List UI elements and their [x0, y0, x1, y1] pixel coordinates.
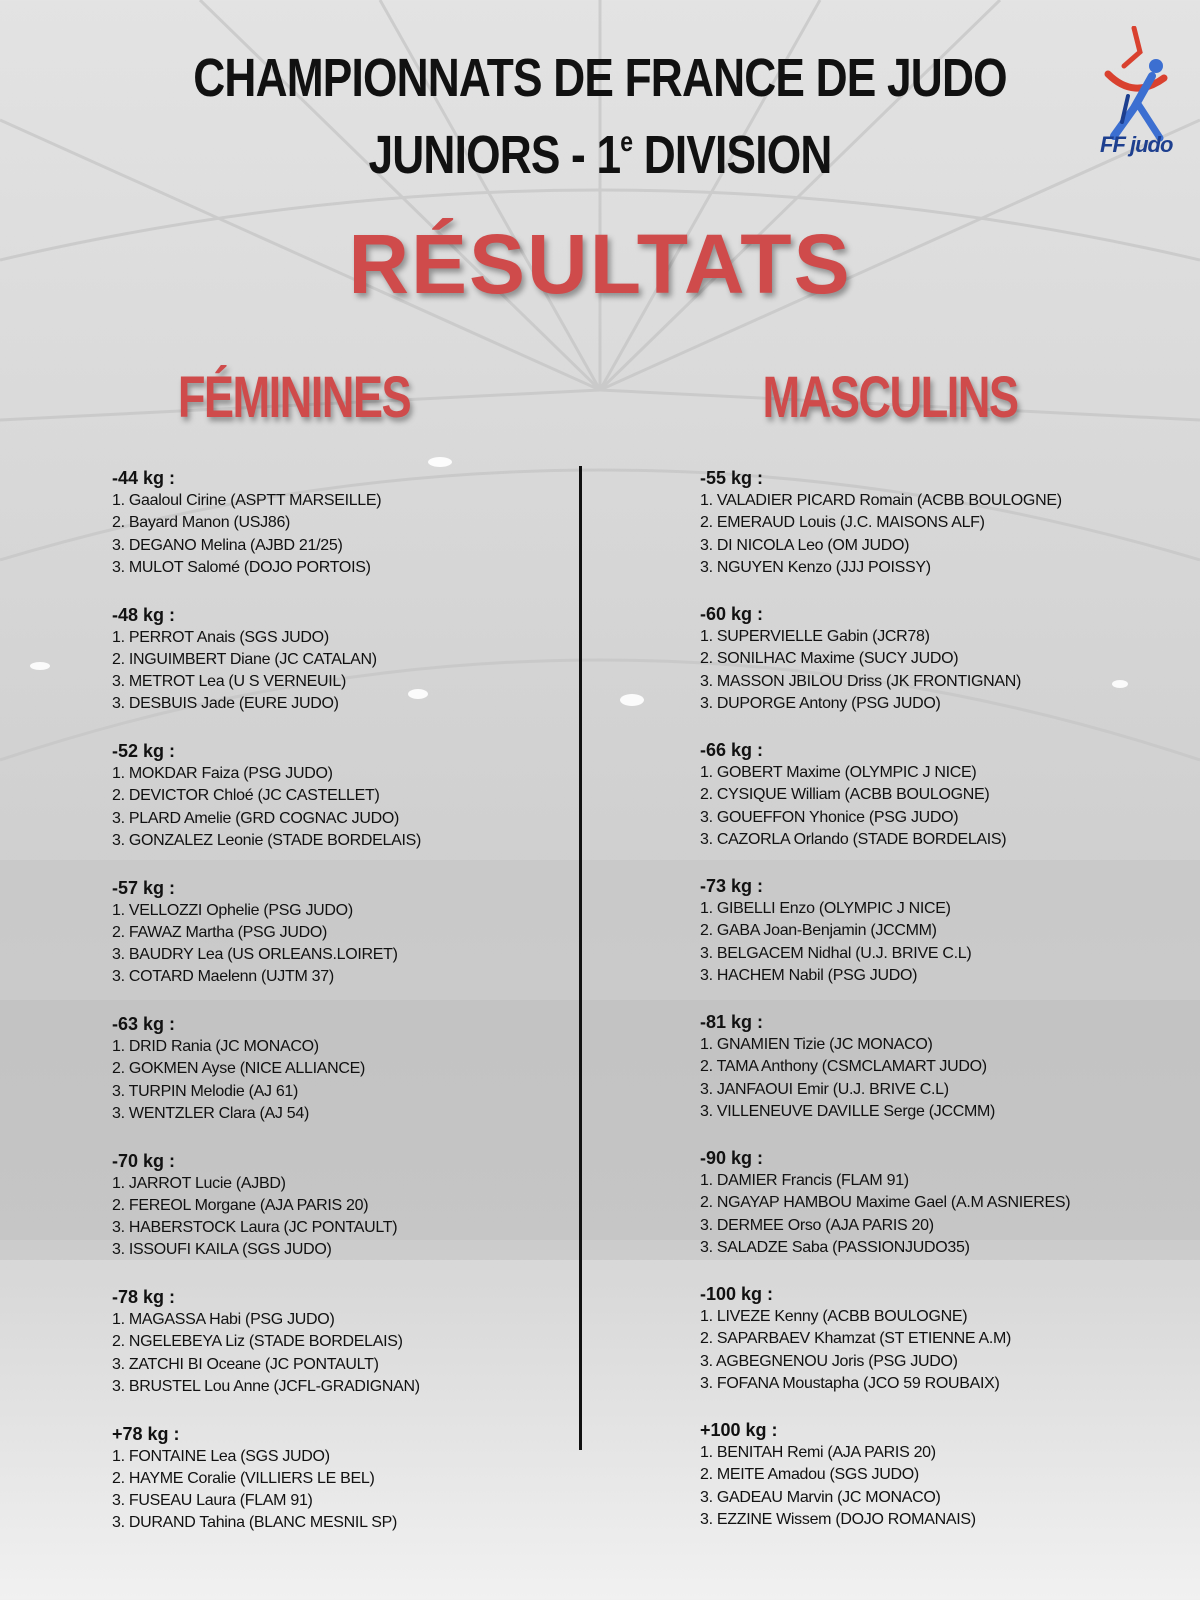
category-label: -78 kg :	[112, 1287, 176, 1307]
category-label: -90 kg :	[700, 1148, 764, 1168]
masculins-results	[700, 466, 1200, 1554]
result-entry: 1. PERROT Anais (SGS JUDO)	[112, 628, 329, 646]
championship-title: CHAMPIONNATS DE FRANCE DE JUDO	[193, 48, 1007, 108]
result-entry: 3. FOFANA Moustapha (JCO 59 ROUBAIX)	[700, 1374, 1000, 1392]
result-entry: 2. SAPARBAEV Khamzat (ST ETIENNE A.M)	[700, 1330, 1012, 1348]
result-entry: 2. MEITE Amadou (SGS JUDO)	[700, 1466, 919, 1484]
result-entry: 3. HABERSTOCK Laura (JC PONTAULT)	[112, 1219, 398, 1237]
result-entry: 3. DURAND Tahina (BLANC MESNIL SP)	[112, 1514, 398, 1532]
result-entry: 3. BELGACEM Nidhal (U.J. BRIVE C.L)	[700, 944, 972, 962]
result-entry: 3. DEGANO Melina (AJBD 21/25)	[112, 536, 343, 554]
category-label: -44 kg :	[112, 468, 176, 488]
result-entry: 1. MOKDAR Faiza (PSG JUDO)	[112, 765, 333, 782]
result-entry: 2. TAMA Anthony (CSMCLAMART JUDO)	[700, 1058, 987, 1076]
result-entry: 3. DI NICOLA Leo (OM JUDO)	[700, 536, 910, 554]
result-entry: 3. WENTZLER Clara (AJ 54)	[112, 1104, 309, 1122]
category-block	[112, 1012, 632, 1149]
result-entry: 1. GNAMIEN Tizie (JC MONACO)	[700, 1036, 933, 1053]
masculins-heading: MASCULINS	[762, 365, 1018, 430]
result-entry: 3. MASSON JBILOU Driss (JK FRONTIGNAN)	[700, 672, 1022, 690]
result-entry: 2. EMERAUD Louis (J.C. MAISONS ALF)	[700, 514, 985, 532]
result-entry: 2. NGELEBEYA Liz (STADE BORDELAIS)	[112, 1333, 403, 1351]
result-entry: 3. ZATCHI BI Oceane (JC PONTAULT)	[112, 1355, 379, 1373]
result-entry: 3. HACHEM Nabil (PSG JUDO)	[700, 966, 918, 984]
result-entry: 3. CAZORLA Orlando (STADE BORDELAIS)	[700, 830, 1007, 848]
result-entry: 3. GADEAU Marvin (JC MONACO)	[700, 1488, 941, 1506]
result-entry: 3. DESBUIS Jade (EURE JUDO)	[112, 695, 339, 713]
category-block	[700, 738, 1200, 874]
result-entry: 3. BRUSTEL Lou Anne (JCFL-GRADIGNAN)	[112, 1377, 420, 1395]
championship-subtitle	[108, 112, 1092, 185]
result-entry: 3. ISSOUFI KAILA (SGS JUDO)	[112, 1241, 332, 1259]
feminines-results	[112, 466, 632, 1558]
category-label: +100 kg :	[700, 1420, 778, 1440]
category-block	[700, 874, 1200, 1010]
category-label: -63 kg :	[112, 1014, 176, 1034]
ff-judo-logo-text: FF judo	[1100, 132, 1173, 157]
result-entry: 3. MULOT Salomé (DOJO PORTOIS)	[112, 558, 371, 576]
result-entry: 2. CYSIQUE William (ACBB BOULOGNE)	[700, 786, 990, 804]
result-entry: 3. DERMEE Orso (AJA PARIS 20)	[700, 1216, 934, 1234]
category-block	[112, 1285, 632, 1422]
category-label: -57 kg :	[112, 877, 176, 898]
subtitle-prefix: JUNIORS - 1	[368, 125, 621, 185]
result-entry: 3. FUSEAU Laura (FLAM 91)	[112, 1492, 313, 1510]
category-label: -70 kg :	[112, 1150, 176, 1171]
results-heading: RÉSULTATS	[348, 217, 852, 311]
category-block	[112, 1422, 632, 1559]
result-entry: 3. GOUEFFON Yhonice (PSG JUDO)	[700, 808, 959, 826]
result-entry: 3. JANFAOUI Emir (U.J. BRIVE C.L)	[700, 1080, 949, 1098]
category-label: +78 kg :	[112, 1423, 180, 1444]
category-block	[112, 876, 632, 1013]
result-entry: 3. GONZALEZ Leonie (STADE BORDELAIS)	[112, 831, 422, 849]
result-entry: 3. BAUDRY Lea (US ORLEANS.LOIRET)	[112, 946, 398, 964]
result-entry: 1. GOBERT Maxime (OLYMPIC J NICE)	[700, 764, 977, 781]
result-entry: 2. FEREOL Morgane (AJA PARIS 20)	[112, 1196, 369, 1214]
result-entry: 1. MAGASSA Habi (PSG JUDO)	[112, 1311, 335, 1328]
result-entry: 3. METROT Lea (U S VERNEUIL)	[112, 673, 347, 691]
category-label: -100 kg :	[700, 1284, 774, 1304]
result-entry: 2. HAYME Coralie (VILLIERS LE BEL)	[112, 1469, 375, 1487]
result-entry: 2. INGUIMBERT Diane (JC CATALAN)	[112, 650, 377, 668]
result-entry: 2. GOKMEN Ayse (NICE ALLIANCE)	[112, 1060, 366, 1078]
result-entry: 3. DUPORGE Antony (PSG JUDO)	[700, 694, 941, 712]
feminines-heading: FÉMININES	[177, 365, 411, 430]
result-entry: 1. Gaaloul Cirine (ASPTT MARSEILLE)	[112, 492, 382, 509]
result-entry: 1. VELLOZZI Ophelie (PSG JUDO)	[112, 901, 353, 919]
result-entry: 1. DAMIER Francis (FLAM 91)	[700, 1172, 909, 1189]
result-entry: 1. VALADIER PICARD Romain (ACBB BOULOGNE)	[700, 492, 1062, 509]
result-entry: 3. AGBEGNENOU Joris (PSG JUDO)	[700, 1352, 958, 1370]
category-block	[112, 1149, 632, 1286]
result-entry: 2. DEVICTOR Chloé (JC CASTELLET)	[112, 787, 380, 805]
category-block	[700, 1146, 1200, 1282]
category-label: -55 kg :	[700, 468, 764, 488]
result-entry: 3. NGUYEN Kenzo (JJJ POISSY)	[700, 558, 931, 576]
result-entry: 2. GABA Joan-Benjamin (JCCMM)	[700, 922, 937, 940]
category-block	[700, 466, 1200, 602]
subtitle-superscript: e	[620, 126, 633, 157]
result-entry: 2. Bayard Manon (USJ86)	[112, 514, 291, 532]
category-block	[700, 1282, 1200, 1418]
subtitle-suffix: DIVISION	[632, 125, 832, 185]
result-entry: 1. FONTAINE Lea (SGS JUDO)	[112, 1447, 330, 1465]
category-block	[112, 466, 632, 603]
category-label: -81 kg :	[700, 1012, 764, 1032]
category-label: -66 kg :	[700, 740, 764, 760]
category-block	[700, 1010, 1200, 1146]
result-entry: 1. LIVEZE Kenny (ACBB BOULOGNE)	[700, 1308, 968, 1325]
result-entry: 3. COTARD Maelenn (UJTM 37)	[112, 968, 334, 986]
category-label: -73 kg :	[700, 876, 764, 896]
category-label: -52 kg :	[112, 741, 176, 761]
result-entry: 3. EZZINE Wissem (DOJO ROMANAIS)	[700, 1510, 976, 1528]
result-entry: 1. DRID Rania (JC MONACO)	[112, 1038, 319, 1055]
category-block	[112, 739, 632, 876]
category-block	[700, 1418, 1200, 1554]
result-entry: 3. VILLENEUVE DAVILLE Serge (JCCMM)	[700, 1102, 996, 1120]
result-entry: 3. TURPIN Melodie (AJ 61)	[112, 1082, 299, 1100]
result-entry: 2. FAWAZ Martha (PSG JUDO)	[112, 923, 328, 941]
category-label: -48 kg :	[112, 604, 176, 625]
category-block	[112, 603, 632, 740]
category-block	[700, 602, 1200, 738]
result-entry: 1. BENITAH Remi (AJA PARIS 20)	[700, 1444, 936, 1461]
result-entry: 3. SALADZE Saba (PASSIONJUDO35)	[700, 1238, 970, 1256]
result-entry: 1. SUPERVIELLE Gabin (JCR78)	[700, 628, 930, 645]
result-entry: 1. JARROT Lucie (AJBD)	[112, 1174, 286, 1192]
result-entry: 1. GIBELLI Enzo (OLYMPIC J NICE)	[700, 900, 951, 917]
result-entry: 2. NGAYAP HAMBOU Maxime Gael (A.M ASNIERES)	[700, 1194, 1071, 1212]
category-label: -60 kg :	[700, 604, 764, 624]
result-entry: 3. PLARD Amelie (GRD COGNAC JUDO)	[112, 809, 400, 827]
result-entry: 2. SONILHAC Maxime (SUCY JUDO)	[700, 650, 959, 668]
